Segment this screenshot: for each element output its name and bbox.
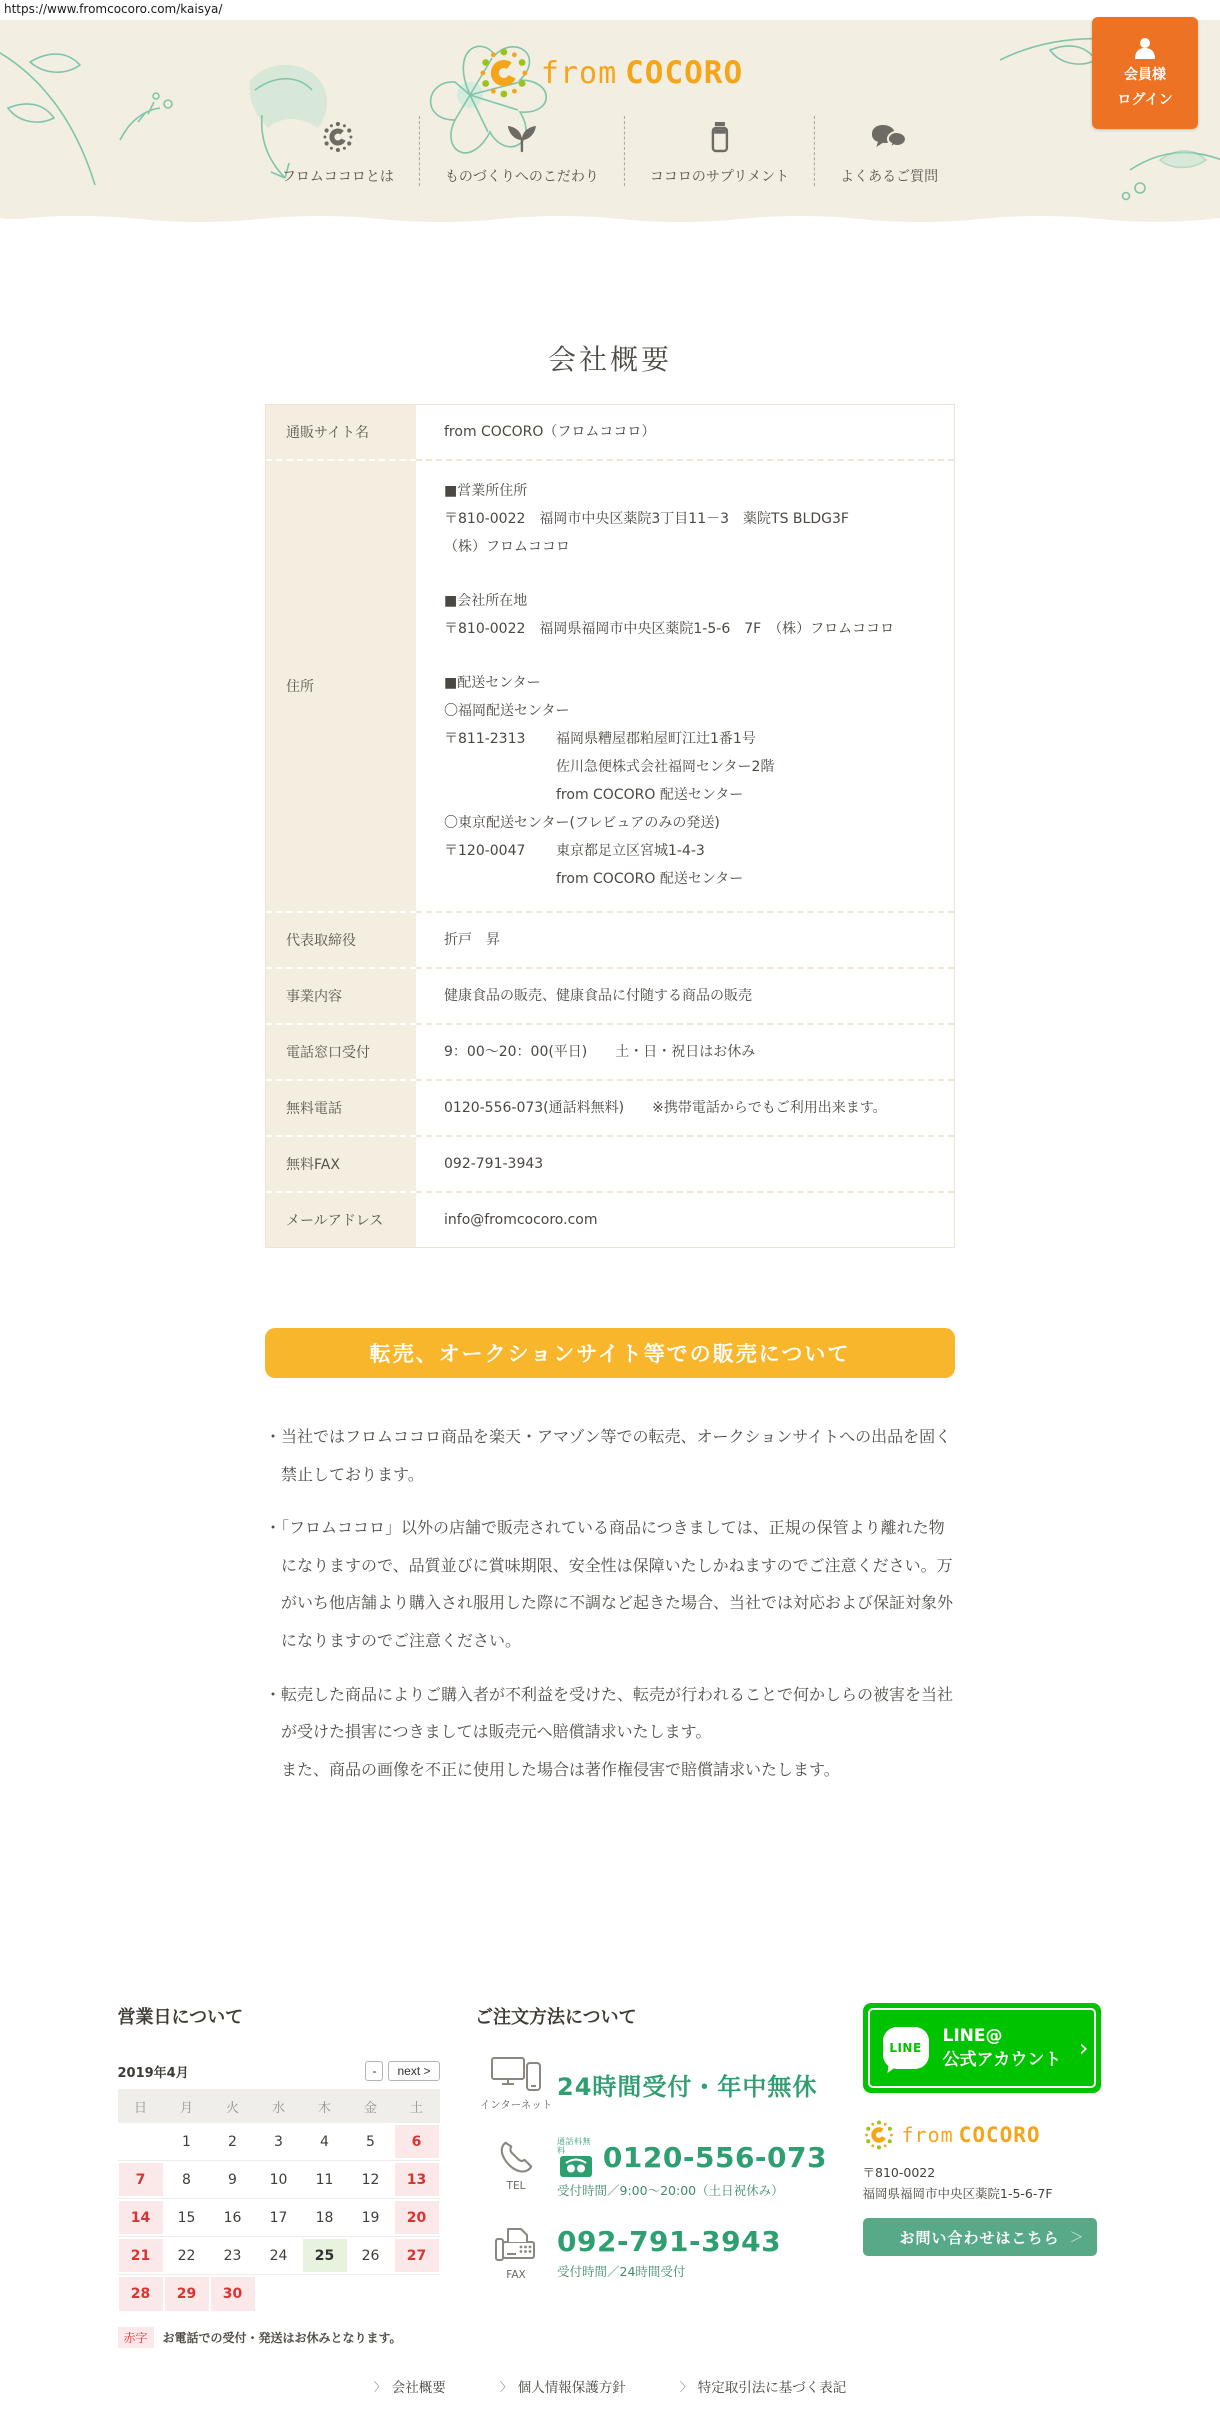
calendar-day: 12 <box>361 2171 380 2188</box>
calendar-week-row <box>118 2199 440 2237</box>
sunburst-logo-icon <box>863 2119 895 2151</box>
address-lines <box>416 461 954 913</box>
tel-number: 0120-556-073 <box>602 2141 827 2175</box>
calendar-day-header: 金 <box>363 2100 377 2116</box>
fax-icon <box>494 2225 538 2265</box>
order-methods-heading: ご注文方法について <box>475 2007 637 2029</box>
calendar-day-header: 火 <box>225 2100 239 2116</box>
legend-chip: 赤字 <box>118 2327 154 2348</box>
row-value: 折戸 昇 <box>416 913 954 969</box>
row-value: 092-791-3943 <box>416 1137 954 1193</box>
line-logo-icon <box>883 2027 929 2069</box>
member-login-button[interactable] <box>1092 17 1198 129</box>
line-button-line2: 公式アカウント <box>942 2050 1062 2071</box>
row-value: 健康食品の販売、健康食品に付随する商品の販売 <box>416 969 954 1025</box>
table-row <box>266 1193 954 1247</box>
address-line: ■営業所住所 <box>444 483 528 499</box>
row-value: 0120-556-073(通話料無料) ※携帯電話からでもご利用出来ます。 <box>416 1081 954 1137</box>
site-header <box>0 20 1220 210</box>
nav-label: フロムココロとは <box>281 169 394 185</box>
footer-link-label: 会社概要 <box>391 2380 446 2397</box>
footer-address: 福岡県福岡市中央区薬院1-5-6-7F <box>862 2186 1053 2202</box>
resale-paragraphs <box>265 1418 955 1788</box>
phone-icon <box>497 2138 535 2176</box>
brand-logo[interactable] <box>477 46 743 100</box>
freedial-label: 通話料無料 <box>557 2137 591 2156</box>
calendar-day <box>349 2277 393 2311</box>
table-row <box>266 969 954 1025</box>
calendar-day: 4 <box>320 2133 329 2150</box>
calendar-day: 29 <box>165 2277 209 2311</box>
brand-text-cocoro: COCORO <box>958 2123 1041 2148</box>
fax-icon-label: FAX <box>506 2268 526 2281</box>
nav-item-supplements[interactable] <box>624 116 814 186</box>
address-line: from COCORO 配送センター <box>556 871 744 887</box>
contact-button-label: お問い合わせはこちら <box>899 2228 1060 2247</box>
supplement-bottle-icon <box>699 116 739 158</box>
address-line: 〇福岡配送センター <box>444 703 570 719</box>
calendar-day-header: 日 <box>133 2100 147 2116</box>
tel-icon-label: TEL <box>506 2180 526 2193</box>
calendar-week-row <box>118 2161 440 2199</box>
calendar-legend <box>118 2327 440 2348</box>
calendar-day-header: 月 <box>179 2100 193 2116</box>
calendar-day: 15 <box>177 2209 196 2226</box>
calendar-day: 20 <box>395 2201 439 2234</box>
table-row <box>266 1137 954 1193</box>
row-label: 代表取締役 <box>266 913 416 969</box>
resale-paragraph: ・当社ではフロムココロ商品を楽天・アマゾン等での転売、オークションサイトへの出品を固く禁止しております。 <box>265 1427 952 1484</box>
calendar-day: 8 <box>182 2171 191 2188</box>
calendar-day: 9 <box>228 2171 237 2188</box>
brand-text-cocoro: COCORO <box>625 55 744 91</box>
line-button-line1: LINE@ <box>942 2025 1003 2046</box>
nav-label: ココロのサプリメント <box>649 169 790 185</box>
person-icon <box>1132 35 1158 61</box>
internet-icon-label: インターネット <box>479 2099 553 2112</box>
brand-text-from: from <box>540 56 618 91</box>
sprout-icon <box>502 116 542 158</box>
business-days-heading: 営業日について <box>117 2007 244 2029</box>
calendar-day <box>119 2125 163 2158</box>
calendar-day: 7 <box>119 2163 163 2196</box>
freedial-icon <box>557 2138 596 2177</box>
calendar-day: 25 <box>303 2239 347 2272</box>
line-official-account-button[interactable] <box>863 2003 1101 2093</box>
calendar-day: 11 <box>315 2171 334 2188</box>
table-row <box>266 913 954 969</box>
resale-paragraph: ・「フロムココロ」以外の店舗で販売されている商品につきましては、正規の保管より離れた物になりますので、品質並びに賞味期限、安全性は保障いたしかねますのでご注意ください。万がいち他店舗より購入され服用した際に不調など起きた場合、当社では対応および保証対象外になりますのでご注意ください。 <box>265 1518 954 1650</box>
site-footer <box>118 2003 1103 2348</box>
calendar-day: 3 <box>274 2133 283 2150</box>
calendar-day: 18 <box>315 2209 334 2226</box>
footer-link-label: 個人情報保護方針 <box>517 2380 626 2397</box>
address-line: ■配送センター <box>444 675 541 691</box>
tel-hours: 受付時間／9:00〜20:00（土日祝休み） <box>557 2182 784 2198</box>
footer-link-privacy[interactable] <box>500 2376 626 2396</box>
resale-paragraph: ・転売した商品によりご購入者が不利益を受けた、転売が行われることで何かしらの被害を当社が受けた損害につきましては販売元へ賠償請求いたします。 また、商品の画像を不正に使用した場合は著作権侵害で賠償請求いたします。 <box>265 1684 954 1779</box>
calendar-day: 27 <box>395 2239 439 2272</box>
speech-bubbles-icon <box>869 116 909 158</box>
nav-item-faq[interactable] <box>814 116 963 186</box>
row-value: info@fromcocoro.com <box>416 1193 954 1247</box>
internet-headline: 24時間受付・年中無休 <box>557 2073 818 2102</box>
chevron-right-icon: 〉 <box>679 2379 692 2394</box>
address-line: 〒811-2313 福岡県糟屋郡粕屋町江辻1番1号 <box>444 731 756 747</box>
order-method-tel <box>475 2138 827 2199</box>
calendar-day <box>257 2277 301 2311</box>
row-label: 事業内容 <box>266 969 416 1025</box>
calendar-day: 23 <box>223 2247 242 2264</box>
address-line: （株）フロムココロ <box>444 539 570 555</box>
footer-brand-logo[interactable] <box>863 2119 1103 2151</box>
calendar-day: 17 <box>269 2209 288 2226</box>
table-row <box>266 1025 954 1081</box>
calendar-day: 14 <box>119 2201 163 2234</box>
nav-label: ものづくりへのこだわり <box>444 169 599 185</box>
page-title: 会社概要 <box>547 343 672 376</box>
calendar-month-label: 2019年4月 <box>117 2065 189 2081</box>
chevron-right-icon: 〉 <box>499 2379 512 2394</box>
calendar-day: 10 <box>269 2171 288 2188</box>
calendar-day: 16 <box>223 2209 242 2226</box>
internet-devices-icon <box>490 2055 542 2093</box>
order-method-fax <box>475 2225 827 2281</box>
calendar-day: 1 <box>182 2133 191 2150</box>
brand-text-from: from <box>901 2123 954 2148</box>
calendar-day <box>303 2277 347 2311</box>
row-label: 無料電話 <box>266 1081 416 1137</box>
resale-section-banner: 転売、オークションサイト等での販売について <box>265 1328 955 1378</box>
fax-hours: 受付時間／24時間受付 <box>557 2263 686 2279</box>
address-line: 佐川急便株式会社福岡センター2階 <box>556 759 775 775</box>
calendar-day: 19 <box>361 2209 380 2226</box>
calendar-day: 28 <box>119 2277 163 2311</box>
footer-postal-code: 〒810-0022 <box>862 2165 936 2181</box>
calendar-day: 30 <box>211 2277 255 2311</box>
calendar-day: 24 <box>269 2247 288 2264</box>
calendar-day: 2 <box>228 2133 237 2150</box>
calendar-day: 26 <box>361 2247 380 2264</box>
row-label: 通販サイト名 <box>266 405 416 461</box>
nav-item-about[interactable] <box>257 116 419 186</box>
row-label: 住所 <box>266 461 416 913</box>
calendar-grid <box>118 2123 440 2313</box>
address-line: 〒810-0022 福岡県福岡市中央区薬院1-5-6 7F （株）フロムココロ <box>444 621 895 637</box>
chevron-right-icon: › <box>1078 2034 1089 2063</box>
address-line: from COCORO 配送センター <box>556 787 744 803</box>
table-row <box>266 405 954 461</box>
chevron-right-icon: 〉 <box>373 2379 386 2394</box>
table-row <box>266 1081 954 1137</box>
row-value: 9：00〜20：00(平日) 土・日・祝日はお休み <box>416 1025 954 1081</box>
footer-link-tokushoho[interactable] <box>680 2376 847 2396</box>
row-value: from COCORO（フロムココロ） <box>416 405 954 461</box>
line-logo-text: LINE <box>889 2041 922 2056</box>
footer-link-company[interactable] <box>374 2376 446 2396</box>
calendar-day <box>395 2277 439 2311</box>
business-days-section <box>118 2003 440 2348</box>
footer-link-label: 特定取引法に基づく表記 <box>697 2380 847 2397</box>
calendar-day: 5 <box>366 2133 375 2150</box>
row-label: 無料FAX <box>266 1137 416 1193</box>
calendar-prev-button[interactable]: - <box>365 2061 383 2081</box>
sunburst-logo-icon <box>477 46 531 100</box>
contact-button[interactable] <box>863 2218 1097 2256</box>
row-label: メールアドレス <box>266 1193 416 1247</box>
calendar-day-header: 水 <box>271 2100 285 2116</box>
address-line: 〇東京配送センター(フレビュアのみの発送) <box>444 815 720 831</box>
address-line: ■会社所在地 <box>444 593 528 609</box>
header-wave-decoration <box>0 210 1220 226</box>
legend-text: お電話での受付・発送はお休みとなります。 <box>162 2331 402 2346</box>
footer-links <box>0 2376 1220 2424</box>
calendar-week-row <box>118 2237 440 2275</box>
calendar-next-button[interactable]: next > <box>388 2061 439 2081</box>
main-nav <box>257 116 963 186</box>
calendar-day-headers <box>118 2089 440 2123</box>
calendar-day: 22 <box>177 2247 196 2264</box>
sunburst-icon <box>320 116 356 158</box>
url-annotation: https://www.fromcocoro.com/kaisya/ <box>0 0 1220 20</box>
calendar-day: 13 <box>395 2163 439 2196</box>
fax-number: 092-791-3943 <box>557 2224 782 2258</box>
calendar-week-row <box>118 2123 440 2161</box>
company-overview-table <box>265 404 955 1248</box>
login-label-line1: 会員様 <box>1124 67 1166 84</box>
nav-item-craftsmanship[interactable] <box>419 116 624 186</box>
calendar-day-header: 木 <box>317 2100 331 2116</box>
table-row <box>266 461 954 913</box>
calendar-day: 6 <box>395 2125 439 2158</box>
chevron-right-icon: ＞ <box>1069 2230 1085 2247</box>
order-methods-section <box>475 2003 827 2348</box>
login-label-line2: ログイン <box>1117 92 1173 108</box>
address-line: 〒120-0047 東京都足立区宮城1-4-3 <box>444 843 705 859</box>
order-method-internet <box>475 2055 827 2112</box>
calendar-week-row <box>118 2275 440 2313</box>
company-contact-section <box>863 2003 1103 2348</box>
calendar-day: 21 <box>119 2239 163 2272</box>
calendar-day-header: 土 <box>409 2100 423 2116</box>
address-line: 〒810-0022 福岡市中央区薬院3丁目11－3 薬院TS BLDG3F <box>444 511 849 527</box>
row-label: 電話窓口受付 <box>266 1025 416 1081</box>
nav-label: よくあるご質問 <box>840 169 939 185</box>
